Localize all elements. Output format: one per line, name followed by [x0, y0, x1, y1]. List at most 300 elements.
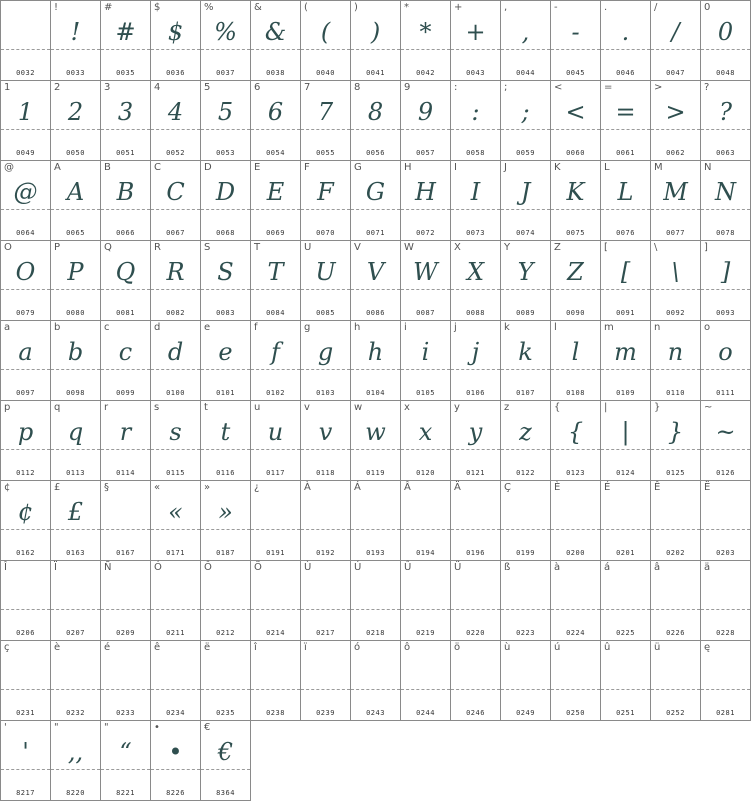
glyph-cell — [250, 0, 300, 80]
baseline-guide — [101, 529, 150, 530]
glyph-char-label: ¢ — [4, 482, 11, 493]
baseline-guide — [151, 449, 200, 450]
glyph-code: 0044 — [516, 69, 535, 77]
glyph-cell — [50, 560, 100, 640]
glyph-sample: | — [621, 418, 630, 446]
glyph-char-label: d — [154, 322, 161, 333]
glyph-code: 0062 — [666, 149, 685, 157]
baseline-guide — [501, 529, 550, 530]
glyph-char-label: Ñ — [104, 562, 112, 573]
glyph-cell — [200, 720, 251, 801]
glyph-cell — [700, 160, 751, 240]
glyph-cell — [50, 320, 100, 400]
glyph-char-label: ó — [354, 642, 361, 653]
glyph-sample: 8 — [367, 98, 384, 126]
glyph-code: 0033 — [66, 69, 85, 77]
glyph-cell — [100, 400, 150, 480]
baseline-guide — [251, 289, 300, 290]
glyph-char-label: ] — [704, 242, 708, 253]
glyph-char-label: Q — [104, 242, 112, 253]
glyph-sample: ? — [719, 98, 732, 126]
glyph-code: 0104 — [366, 389, 385, 397]
baseline-guide — [301, 689, 350, 690]
baseline-guide — [251, 369, 300, 370]
glyph-code: 0059 — [516, 149, 535, 157]
glyph-cell — [500, 80, 550, 160]
glyph-sample: c — [118, 338, 133, 366]
glyph-code: 0071 — [366, 229, 385, 237]
baseline-guide — [201, 449, 250, 450]
baseline-guide — [451, 209, 500, 210]
baseline-guide — [201, 209, 250, 210]
glyph-char-label: > — [654, 82, 663, 93]
glyph-code: 0054 — [266, 149, 285, 157]
glyph-sample: : — [471, 98, 480, 126]
glyph-code: 0042 — [416, 69, 435, 77]
baseline-guide — [651, 609, 700, 610]
glyph-code: 0077 — [666, 229, 685, 237]
glyph-sample: . — [621, 18, 630, 46]
glyph-cell — [100, 560, 150, 640]
glyph-cell — [650, 80, 700, 160]
glyph-code: 0224 — [566, 629, 585, 637]
glyph-code: 0113 — [66, 469, 85, 477]
glyph-code: 0251 — [616, 709, 635, 717]
glyph-char-label: À — [304, 482, 311, 493]
glyph-cell — [650, 320, 700, 400]
glyph-char-label: ( — [304, 2, 308, 13]
glyph-char-label: P — [54, 242, 61, 253]
glyph-sample: j — [471, 338, 480, 366]
glyph-char-label: r — [104, 402, 109, 413]
glyph-cell — [150, 240, 200, 320]
glyph-code: 0191 — [266, 549, 285, 557]
glyph-char-label: ö — [454, 642, 461, 653]
glyph-code: 0037 — [216, 69, 235, 77]
glyph-code: 0056 — [366, 149, 385, 157]
glyph-sample: I — [470, 178, 481, 206]
glyph-cell — [550, 160, 600, 240]
baseline-guide — [301, 449, 350, 450]
glyph-code: 8364 — [216, 789, 235, 797]
glyph-sample: k — [518, 338, 533, 366]
glyph-cell — [50, 640, 100, 720]
glyph-sample: $ — [167, 18, 184, 46]
glyph-cell — [700, 560, 751, 640]
baseline-guide — [651, 529, 700, 530]
glyph-code: 0122 — [516, 469, 535, 477]
glyph-sample: » — [218, 498, 233, 526]
glyph-code: 0171 — [166, 549, 185, 557]
glyph-char-label: ; — [504, 82, 508, 93]
glyph-char-label: î — [254, 642, 257, 653]
baseline-guide — [551, 49, 600, 50]
glyph-sample: b — [67, 338, 84, 366]
glyph-cell — [250, 320, 300, 400]
glyph-char-label: S — [204, 242, 211, 253]
baseline-guide — [401, 689, 450, 690]
glyph-char-label: è — [54, 642, 61, 653]
glyph-char-label: H — [404, 162, 412, 173]
glyph-cell — [400, 160, 450, 240]
glyph-code: 8226 — [166, 789, 185, 797]
glyph-char-label: ! — [54, 2, 59, 13]
baseline-guide — [351, 49, 400, 50]
glyph-cell — [600, 160, 650, 240]
baseline-guide — [151, 769, 200, 770]
glyph-cell — [50, 240, 100, 320]
baseline-guide — [201, 49, 250, 50]
glyph-char-label: a — [4, 322, 11, 333]
baseline-guide — [101, 289, 150, 290]
glyph-code: 0090 — [566, 309, 585, 317]
glyph-cell — [600, 320, 650, 400]
glyph-code: 0115 — [166, 469, 185, 477]
glyph-sample: £ — [67, 498, 84, 526]
glyph-code: 0116 — [216, 469, 235, 477]
baseline-guide — [401, 209, 450, 210]
glyph-sample: P — [67, 258, 84, 286]
baseline-guide — [501, 369, 550, 370]
glyph-char-label: D — [204, 162, 212, 173]
glyph-char-label: & — [254, 2, 262, 13]
glyph-sample: ] — [720, 258, 731, 286]
glyph-sample: ¢ — [17, 498, 34, 526]
glyph-char-label: y — [454, 402, 460, 413]
baseline-guide — [601, 209, 650, 210]
baseline-guide — [651, 449, 700, 450]
glyph-code: 0118 — [316, 469, 335, 477]
glyph-sample: ,, — [67, 738, 84, 766]
glyph-sample: # — [115, 18, 136, 46]
glyph-sample: G — [365, 178, 386, 206]
baseline-guide — [151, 289, 200, 290]
glyph-code: 0082 — [166, 309, 185, 317]
glyph-cell — [100, 480, 150, 560]
baseline-guide — [101, 369, 150, 370]
glyph-code: 0064 — [16, 229, 35, 237]
glyph-cell — [100, 240, 150, 320]
glyph-char-label: 2 — [54, 82, 61, 93]
glyph-sample: p — [17, 418, 34, 446]
glyph-char-label: ' — [4, 722, 7, 733]
glyph-code: 0250 — [566, 709, 585, 717]
glyph-sample: « — [168, 498, 183, 526]
glyph-sample: { — [567, 418, 584, 446]
glyph-cell — [400, 640, 450, 721]
baseline-guide — [551, 289, 600, 290]
glyph-code: 0214 — [266, 629, 285, 637]
glyph-code: 0207 — [66, 629, 85, 637]
glyph-code: 0032 — [16, 69, 35, 77]
glyph-char-label: à — [554, 562, 561, 573]
glyph-cell — [450, 320, 500, 400]
glyph-sample: N — [715, 178, 736, 206]
baseline-guide — [601, 129, 650, 130]
glyph-char-label: , — [504, 2, 508, 13]
glyph-code: 0087 — [416, 309, 435, 317]
baseline-guide — [351, 449, 400, 450]
glyph-cell — [0, 160, 50, 240]
glyph-cell — [700, 320, 751, 400]
glyph-char-label: 1 — [4, 82, 11, 93]
glyph-sample: - — [571, 18, 580, 46]
glyph-code: 0080 — [66, 309, 85, 317]
baseline-guide — [401, 129, 450, 130]
glyph-code: 0067 — [166, 229, 185, 237]
glyph-code: 0226 — [666, 629, 685, 637]
baseline-guide — [551, 449, 600, 450]
glyph-cell — [300, 240, 350, 320]
glyph-cell — [0, 640, 50, 720]
glyph-char-label: n — [654, 322, 661, 333]
baseline-guide — [301, 289, 350, 290]
glyph-char-label: ¿ — [254, 482, 260, 493]
glyph-sample: M — [663, 178, 688, 206]
baseline-guide — [501, 289, 550, 290]
glyph-code: 0105 — [416, 389, 435, 397]
glyph-cell — [450, 400, 500, 480]
baseline-guide — [201, 689, 250, 690]
baseline-guide — [301, 209, 350, 210]
glyph-char-label: ç — [4, 642, 10, 653]
glyph-sample: W — [413, 258, 438, 286]
glyph-char-label: = — [604, 82, 613, 93]
glyph-sample: } — [667, 418, 684, 446]
glyph-cell — [250, 400, 300, 480]
glyph-char-label: k — [504, 322, 510, 333]
glyph-sample: l — [571, 338, 580, 366]
glyph-char-label: 0 — [704, 2, 711, 13]
baseline-guide — [51, 369, 100, 370]
glyph-cell — [700, 80, 751, 160]
glyph-cell — [500, 0, 550, 80]
baseline-guide — [251, 129, 300, 130]
baseline-guide — [601, 689, 650, 690]
glyph-cell — [50, 160, 100, 240]
glyph-code: 0048 — [716, 69, 735, 77]
glyph-cell — [550, 240, 600, 320]
glyph-char-label: @ — [4, 162, 14, 173]
glyph-sample: 2 — [67, 98, 84, 126]
glyph-sample: \ — [671, 258, 680, 286]
glyph-code: 0239 — [316, 709, 335, 717]
glyph-code: 0112 — [16, 469, 35, 477]
glyph-sample: n — [667, 338, 684, 366]
glyph-cell — [250, 240, 300, 320]
glyph-cell — [0, 720, 50, 801]
glyph-code: 0051 — [116, 149, 135, 157]
glyph-char-label: ) — [354, 2, 358, 13]
glyph-cell — [450, 0, 500, 80]
glyph-char-label: § — [104, 482, 109, 493]
glyph-cell — [500, 480, 550, 560]
glyph-sample: L — [617, 178, 634, 206]
glyph-code: 0193 — [366, 549, 385, 557]
glyph-char-label: 8 — [354, 82, 361, 93]
glyph-code: 0083 — [216, 309, 235, 317]
glyph-char-label: C — [154, 162, 161, 173]
glyph-cell — [500, 160, 550, 240]
baseline-guide — [251, 209, 300, 210]
baseline-guide — [201, 529, 250, 530]
glyph-char-label: 3 — [104, 82, 111, 93]
glyph-char-label: ~ — [704, 402, 713, 413]
glyph-char-label: w — [354, 402, 363, 413]
glyph-cell — [150, 560, 200, 640]
glyph-char-label: U — [304, 242, 312, 253]
glyph-cell — [650, 240, 700, 320]
glyph-sample: J — [520, 178, 531, 206]
glyph-code: 0038 — [266, 69, 285, 77]
glyph-code: 0123 — [566, 469, 585, 477]
glyph-char-label: L — [604, 162, 610, 173]
glyph-cell — [200, 240, 250, 320]
glyph-char-label: % — [204, 2, 214, 13]
glyph-sample: Q — [115, 258, 136, 286]
glyph-sample: d — [167, 338, 184, 366]
baseline-guide — [401, 49, 450, 50]
glyph-code: 0201 — [616, 549, 635, 557]
glyph-cell — [300, 80, 350, 160]
glyph-code: 0091 — [616, 309, 635, 317]
glyph-code: 0196 — [466, 549, 485, 557]
glyph-sample: V — [366, 258, 385, 286]
glyph-code: 0086 — [366, 309, 385, 317]
glyph-cell — [350, 480, 400, 560]
baseline-guide — [401, 609, 450, 610]
glyph-char-label: l — [554, 322, 557, 333]
baseline-guide — [51, 129, 100, 130]
glyph-char-label: 5 — [204, 82, 211, 93]
glyph-cell — [350, 320, 400, 400]
baseline-guide — [1, 449, 50, 450]
baseline-guide — [351, 369, 400, 370]
glyph-code: 0070 — [316, 229, 335, 237]
glyph-char-label: W — [404, 242, 414, 253]
glyph-char-label: ? — [704, 82, 710, 93]
glyph-cell — [700, 400, 751, 480]
glyph-char-label: B — [104, 162, 111, 173]
glyph-cell — [550, 320, 600, 400]
glyph-cell — [350, 560, 400, 640]
glyph-cell — [400, 400, 450, 480]
glyph-sample: E — [266, 178, 285, 206]
glyph-char-label: Z — [554, 242, 561, 253]
glyph-code: 0066 — [116, 229, 135, 237]
baseline-guide — [651, 689, 700, 690]
baseline-guide — [551, 369, 600, 370]
glyph-code: 0108 — [566, 389, 585, 397]
glyph-sample: ; — [521, 98, 530, 126]
glyph-sample: a — [18, 338, 33, 366]
glyph-code: 0078 — [716, 229, 735, 237]
glyph-code: 0192 — [316, 549, 335, 557]
baseline-guide — [51, 609, 100, 610]
glyph-code: 0109 — [616, 389, 635, 397]
glyph-char-label: V — [354, 242, 361, 253]
glyph-char-label: û — [604, 642, 611, 653]
glyph-sample: Y — [517, 258, 534, 286]
glyph-cell — [50, 720, 100, 801]
glyph-cell — [450, 80, 500, 160]
glyph-code: 0052 — [166, 149, 185, 157]
glyph-sample: [ — [620, 258, 631, 286]
glyph-sample: > — [665, 98, 686, 126]
glyph-char-label: £ — [54, 482, 61, 493]
glyph-cell — [350, 80, 400, 160]
glyph-code: 0163 — [66, 549, 85, 557]
glyph-sample: h — [367, 338, 384, 366]
glyph-cell — [300, 560, 350, 640]
glyph-cell — [650, 480, 700, 560]
glyph-code: 0065 — [66, 229, 85, 237]
glyph-char-label: • — [154, 722, 160, 733]
glyph-code: 0231 — [16, 709, 35, 717]
baseline-guide — [501, 449, 550, 450]
glyph-code: 0089 — [516, 309, 535, 317]
glyph-code: 0212 — [216, 629, 235, 637]
glyph-char-label: Y — [504, 242, 511, 253]
baseline-guide — [701, 209, 750, 210]
glyph-char-label: ß — [504, 562, 511, 573]
glyph-cell — [500, 640, 550, 721]
glyph-char-label: . — [604, 2, 608, 13]
baseline-guide — [51, 449, 100, 450]
baseline-guide — [651, 369, 700, 370]
baseline-guide — [101, 609, 150, 610]
glyph-code: 0061 — [616, 149, 635, 157]
glyph-char-label: s — [154, 402, 160, 413]
baseline-guide — [651, 129, 700, 130]
glyph-sample: B — [116, 178, 135, 206]
glyph-code: 0246 — [466, 709, 485, 717]
baseline-guide — [51, 289, 100, 290]
glyph-char-label: m — [604, 322, 614, 333]
glyph-char-label: - — [554, 2, 558, 13]
baseline-guide — [1, 769, 50, 770]
baseline-guide — [201, 369, 250, 370]
baseline-guide — [401, 529, 450, 530]
glyph-char-label: É — [604, 482, 611, 493]
glyph-sample: X — [466, 258, 485, 286]
baseline-guide — [351, 689, 400, 690]
glyph-char-label: T — [254, 242, 261, 253]
glyph-cell — [150, 480, 200, 560]
glyph-cell — [600, 400, 650, 480]
glyph-sample: U — [315, 258, 336, 286]
baseline-guide — [151, 529, 200, 530]
baseline-guide — [251, 449, 300, 450]
glyph-code: 0117 — [266, 469, 285, 477]
glyph-sample: g — [317, 338, 334, 366]
glyph-cell — [450, 240, 500, 320]
glyph-code: 0121 — [466, 469, 485, 477]
glyph-char-label: j — [454, 322, 457, 333]
glyph-cell — [550, 640, 600, 721]
glyph-code: 0203 — [716, 549, 735, 557]
glyph-cell — [350, 240, 400, 320]
glyph-sample: i — [421, 338, 430, 366]
glyph-cell — [350, 640, 400, 721]
baseline-guide — [701, 449, 750, 450]
glyph-cell — [150, 320, 200, 400]
glyph-char-label: Ï — [54, 562, 57, 573]
glyph-sample: 9 — [417, 98, 434, 126]
glyph-char-label: È — [554, 482, 561, 493]
glyph-sample: 3 — [117, 98, 134, 126]
glyph-code: 0088 — [466, 309, 485, 317]
